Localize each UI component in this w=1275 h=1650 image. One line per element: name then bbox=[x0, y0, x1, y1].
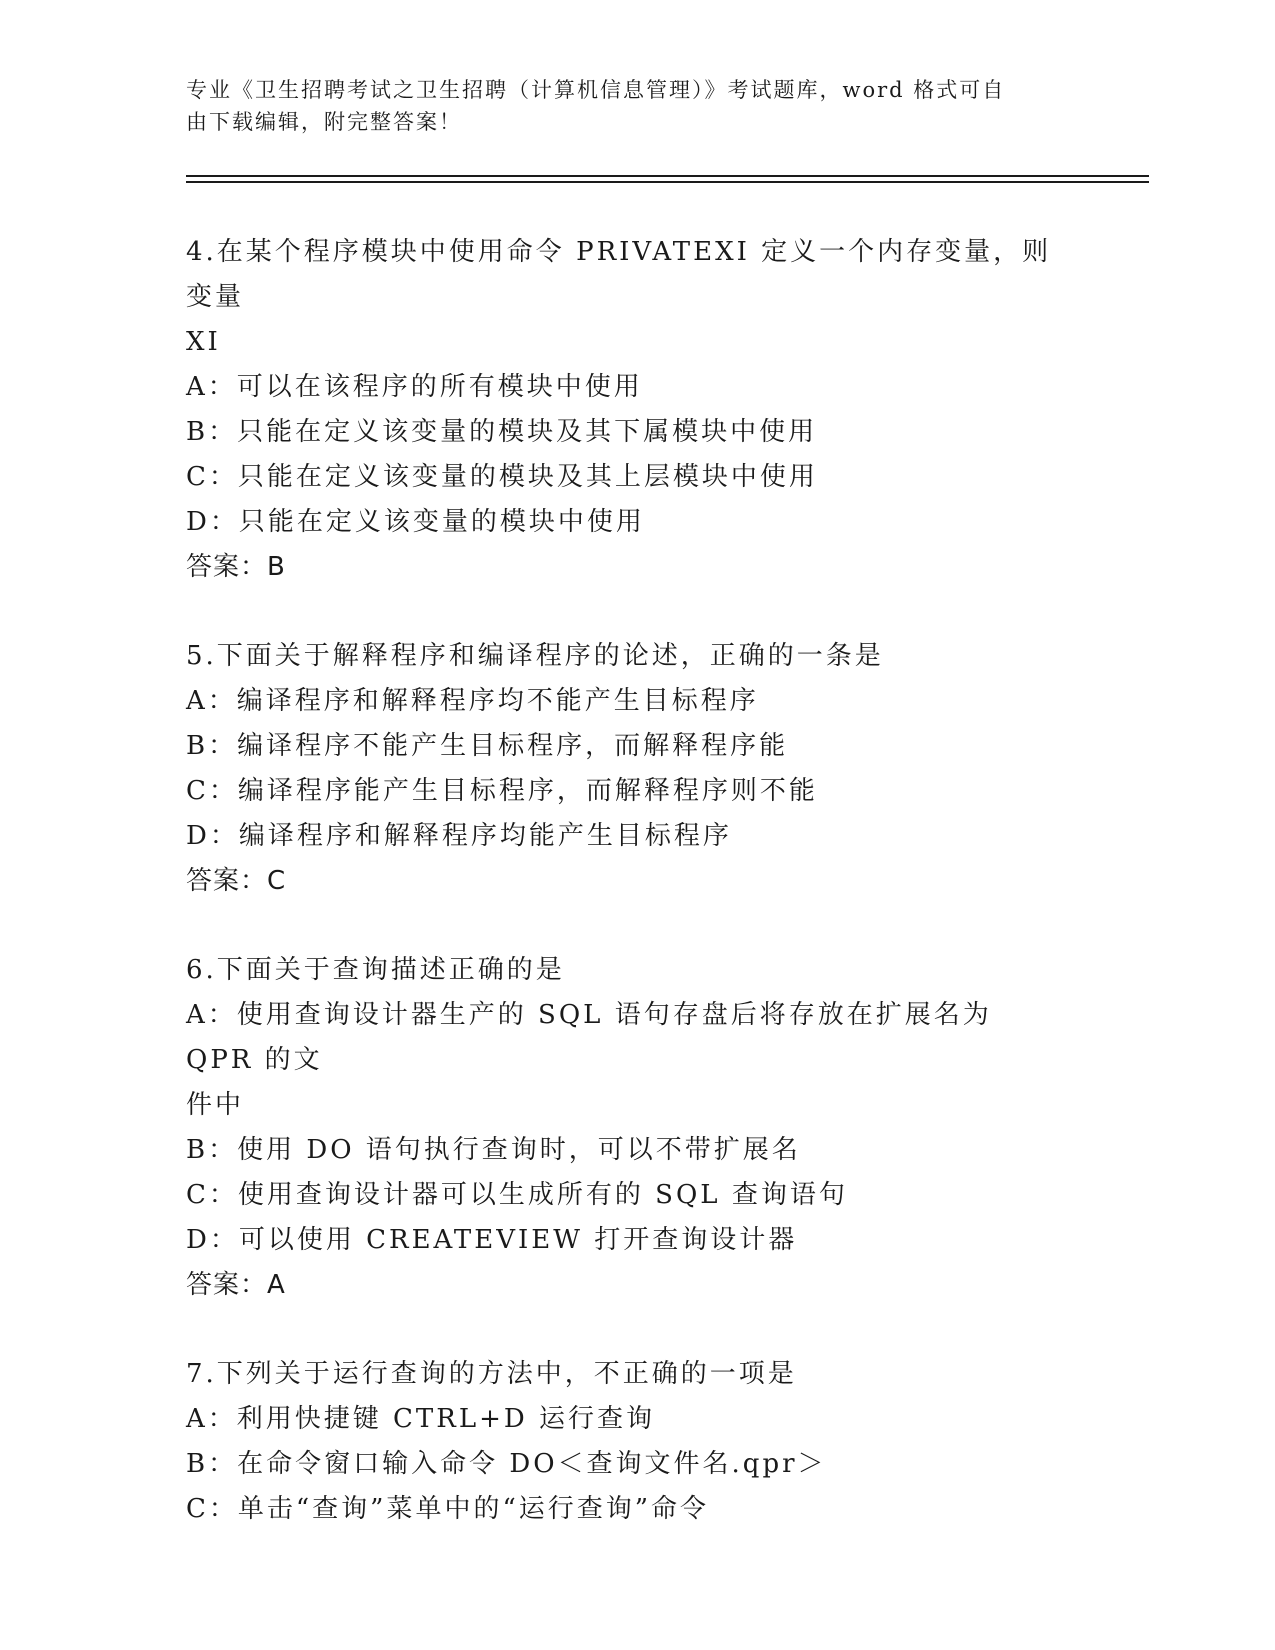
answer-line: 答案：C bbox=[186, 866, 287, 896]
question-list bbox=[186, 230, 1066, 1576]
option-b: B：在命令窗口输入命令 DO＜查询文件名.qpr＞ bbox=[186, 1449, 827, 1479]
question-stem-line: 5.下面关于解释程序和编译程序的论述，正确的一条是 bbox=[186, 641, 884, 671]
question-item bbox=[186, 230, 1066, 590]
option-c: C：使用查询设计器可以生成所有的 SQL 查询语句 bbox=[186, 1180, 848, 1210]
option-d: D：编译程序和解释程序均能产生目标程序 bbox=[186, 821, 732, 851]
question-item bbox=[186, 948, 1066, 1308]
option-c: C：单击“查询”菜单中的“运行查询”命令 bbox=[186, 1494, 710, 1524]
question-stem bbox=[186, 1352, 1066, 1397]
header-divider-bottom bbox=[186, 181, 1149, 183]
option-a-continued: 件中 bbox=[186, 1090, 245, 1120]
option-a: A：使用查询设计器生产的 SQL 语句存盘后将存放在扩展名为 QPR 的文 bbox=[186, 1000, 992, 1075]
question-stem-line: XI bbox=[186, 327, 221, 357]
question-stem-line: 4.在某个程序模块中使用命令 PRIVATEXI 定义一个内存变量，则变量 bbox=[186, 237, 1052, 312]
question-stem bbox=[186, 948, 1066, 993]
header-line-2: 由下载编辑，附完整答案！ bbox=[186, 110, 462, 134]
document-header bbox=[186, 74, 1066, 138]
question-stem-line: 6.下面关于查询描述正确的是 bbox=[186, 955, 565, 985]
option-d: D：可以使用 CREATEVIEW 打开查询设计器 bbox=[186, 1225, 798, 1255]
question-item bbox=[186, 1352, 1066, 1532]
option-d: D：只能在定义该变量的模块中使用 bbox=[186, 507, 645, 537]
option-b: B：使用 DO 语句执行查询时，可以不带扩展名 bbox=[186, 1135, 801, 1165]
question-item bbox=[186, 634, 1066, 904]
option-b: B：编译程序不能产生目标程序，而解释程序能 bbox=[186, 731, 789, 761]
question-stem-line: 7.下列关于运行查询的方法中，不正确的一项是 bbox=[186, 1359, 797, 1389]
question-stem bbox=[186, 634, 1066, 679]
option-a: A：编译程序和解释程序均不能产生目标程序 bbox=[186, 686, 759, 716]
header-divider-top bbox=[186, 175, 1149, 177]
option-a: A：利用快捷键 CTRL+D 运行查询 bbox=[186, 1404, 656, 1434]
question-stem bbox=[186, 230, 1066, 365]
answer-line: 答案：B bbox=[186, 552, 286, 582]
option-b: B：只能在定义该变量的模块及其下属模块中使用 bbox=[186, 417, 818, 447]
option-a: A：可以在该程序的所有模块中使用 bbox=[186, 372, 643, 402]
option-c: C：只能在定义该变量的模块及其上层模块中使用 bbox=[186, 462, 818, 492]
header-line-1: 专业《卫生招聘考试之卫生招聘（计算机信息管理）》考试题库，word 格式可自 bbox=[186, 78, 1006, 102]
option-c: C：编译程序能产生目标程序，而解释程序则不能 bbox=[186, 776, 818, 806]
answer-line: 答案：A bbox=[186, 1270, 286, 1300]
